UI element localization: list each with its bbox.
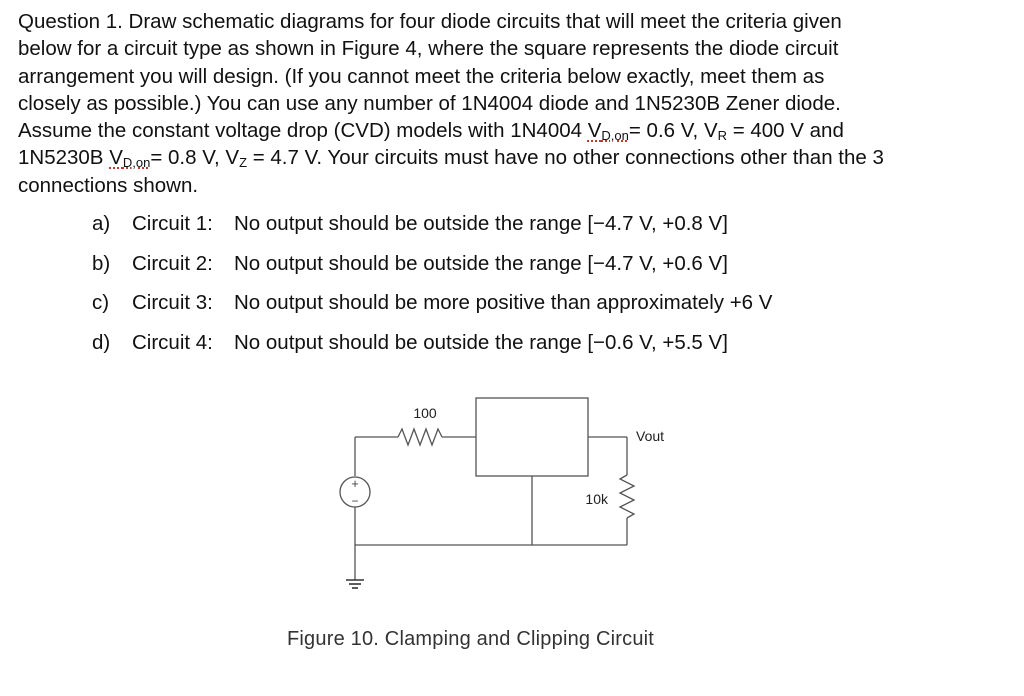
- source-minus-label: −: [351, 494, 359, 508]
- line5-pre: Assume the constant voltage drop (CVD) models with 1N4004: [18, 119, 588, 143]
- item-text: No output should be outside the range [−4.7 V, +0.6 V]: [234, 251, 728, 275]
- vd2-on-symbol: [109, 146, 150, 169]
- resistor-10k-label: 10k: [585, 491, 608, 507]
- line5-mid: = 0.6 V,: [628, 119, 704, 143]
- line6-pre: 1N5230B: [18, 146, 110, 170]
- question-line-5: [18, 117, 1008, 144]
- resistor-100-icon: [398, 429, 442, 445]
- item-text: No output should be outside the range [−0.6 V, +5.5 V]: [234, 331, 728, 355]
- question-line-6: [18, 144, 1008, 171]
- vz-sub: Z: [239, 155, 248, 171]
- vd-sub: D,on: [601, 128, 629, 144]
- diode-circuit-box: [476, 398, 588, 476]
- vd2-main: V: [109, 146, 123, 170]
- question-line-7: connections shown.: [18, 173, 199, 197]
- vr-main: V: [703, 119, 718, 143]
- list-item: [92, 252, 772, 292]
- list-item: [92, 331, 772, 371]
- item-label: c): [92, 291, 110, 315]
- list-item: [92, 291, 772, 331]
- vr-symbol: [704, 119, 727, 142]
- resistor-10k-icon: [620, 475, 634, 518]
- vout-label: Vout: [636, 428, 665, 444]
- vd-main: V: [587, 119, 602, 143]
- source-plus-label: +: [351, 476, 359, 491]
- vr-sub: R: [717, 128, 728, 144]
- vz-main: V: [225, 146, 240, 170]
- item-text: No output should be more positive than approximately +6 V: [234, 291, 773, 315]
- item-circuit: Circuit 2:: [132, 251, 213, 275]
- line6-post: = 4.7 V. Your circuits must have no other connections other than the 3: [247, 146, 884, 170]
- item-circuit: Circuit 3:: [132, 291, 213, 315]
- item-label: a): [92, 212, 111, 235]
- resistor-100-label: 100: [413, 405, 437, 421]
- vz-symbol: [225, 146, 247, 169]
- list-item: [92, 212, 772, 252]
- line6-mid: = 0.8 V,: [150, 146, 226, 170]
- question-line-3: arrangement you will design. (If you cannot meet the criteria below exactly, meet them as: [18, 64, 825, 88]
- item-circuit: Circuit 1:: [132, 212, 213, 235]
- question-line-4: closely as possible.) You can use any number of 1N4004 diode and 1N5230B Zener diode.: [18, 91, 841, 115]
- circuit-schematic: [0, 380, 1024, 630]
- item-text: No output should be outside the range [−4.7 V, +0.8 V]: [234, 212, 728, 235]
- vd-on-symbol: [588, 119, 629, 142]
- item-circuit: Circuit 4:: [132, 331, 213, 355]
- question-line-1: Question 1. Draw schematic diagrams for four diode circuits that will meet the criteria given: [18, 10, 842, 33]
- figure-caption: Figure 10. Clamping and Clipping Circuit: [287, 628, 655, 650]
- item-label: d): [92, 331, 111, 355]
- ground-icon: [346, 580, 364, 588]
- criteria-list: [92, 212, 772, 371]
- question-line-2: below for a circuit type as shown in Figure 4, where the square represents the diode circuit: [18, 37, 839, 61]
- question-text: [18, 8, 1008, 199]
- line5-post: = 400 V and: [727, 119, 844, 143]
- vd2-sub: D,on: [122, 155, 151, 171]
- item-label: b): [92, 251, 111, 275]
